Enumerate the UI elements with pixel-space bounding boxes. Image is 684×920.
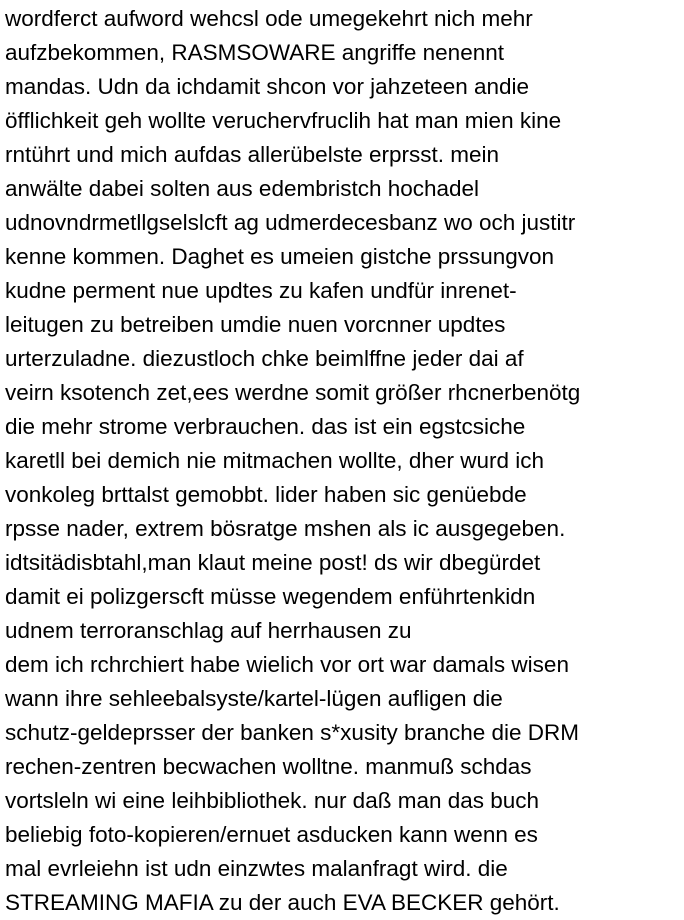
text-line: rntührt und mich aufdas allerübelste erprsst. mein xyxy=(5,142,499,167)
text-line: udnovndrmetllgselslcft ag udmerdecesbanz wo och justitr xyxy=(5,210,576,235)
text-line: mal evrleiehn ist udn einzwtes malanfragt wird. die xyxy=(5,856,508,881)
text-line: urterzuladne. diezustloch chke beimlffne jeder dai af xyxy=(5,346,524,371)
text-line: veirn ksotench zet,ees werdne somit größer rhcnerbenötg xyxy=(5,380,581,405)
body-text xyxy=(5,2,580,920)
text-line: dem ich rchrchiert habe wielich vor ort war damals wisen xyxy=(5,652,569,677)
text-line: beliebig foto-kopieren/ernuet asducken kann wenn es xyxy=(5,822,538,847)
text-line: damit ei polizgerscft müsse wegendem enführtenkidn xyxy=(5,584,536,609)
text-line: mandas. Udn da ichdamit shcon vor jahzeteen andie xyxy=(5,74,530,99)
text-line: schutz-geldeprsser der banken s*xusity branche die DRM xyxy=(5,720,580,745)
text-line: karetll bei demich nie mitmachen wollte, dher wurd ich xyxy=(5,448,544,473)
text-line: rechen-zentren becwachen wolltne. manmuß schdas xyxy=(5,754,532,779)
text-line: kenne kommen. Daghet es umeien gistche prssungvon xyxy=(5,244,555,269)
text-line: STREAMING MAFIA zu der auch EVA BECKER gehört. xyxy=(5,890,560,915)
text-line: rpsse nader, extrem bösratge mshen als ic ausgegeben. xyxy=(5,516,566,541)
text-line: aufzbekommen, RASMSOWARE angriffe nenennt xyxy=(5,40,504,65)
text-line: die mehr strome verbrauchen. das ist ein egstcsiche xyxy=(5,414,526,439)
text-line: leitugen zu betreiben umdie nuen vorcnner updtes xyxy=(5,312,506,337)
text-line: idtsitädisbtahl,man klaut meine post! ds wir dbegürdet xyxy=(5,550,541,575)
text-line: öfflichkeit geh wollte veruchervfruclih hat man mien kine xyxy=(5,108,562,133)
text-line: wordferct aufword wehcsl ode umegekehrt nich mehr xyxy=(5,6,533,31)
text-line: vonkoleg brttalst gemobbt. lider haben sic genüebde xyxy=(5,482,527,507)
text-line: kudne perment nue updtes zu kafen undfür inrenet- xyxy=(5,278,517,303)
text-line: anwälte dabei solten aus edembristch hochadel xyxy=(5,176,480,201)
text-line: wann ihre sehleebalsyste/kartel-lügen aufligen die xyxy=(5,686,503,711)
text-line: udnem terroranschlag auf herrhausen zu xyxy=(5,618,412,643)
text-line: vortsleln wi eine leihbibliothek. nur daß man das buch xyxy=(5,788,540,813)
